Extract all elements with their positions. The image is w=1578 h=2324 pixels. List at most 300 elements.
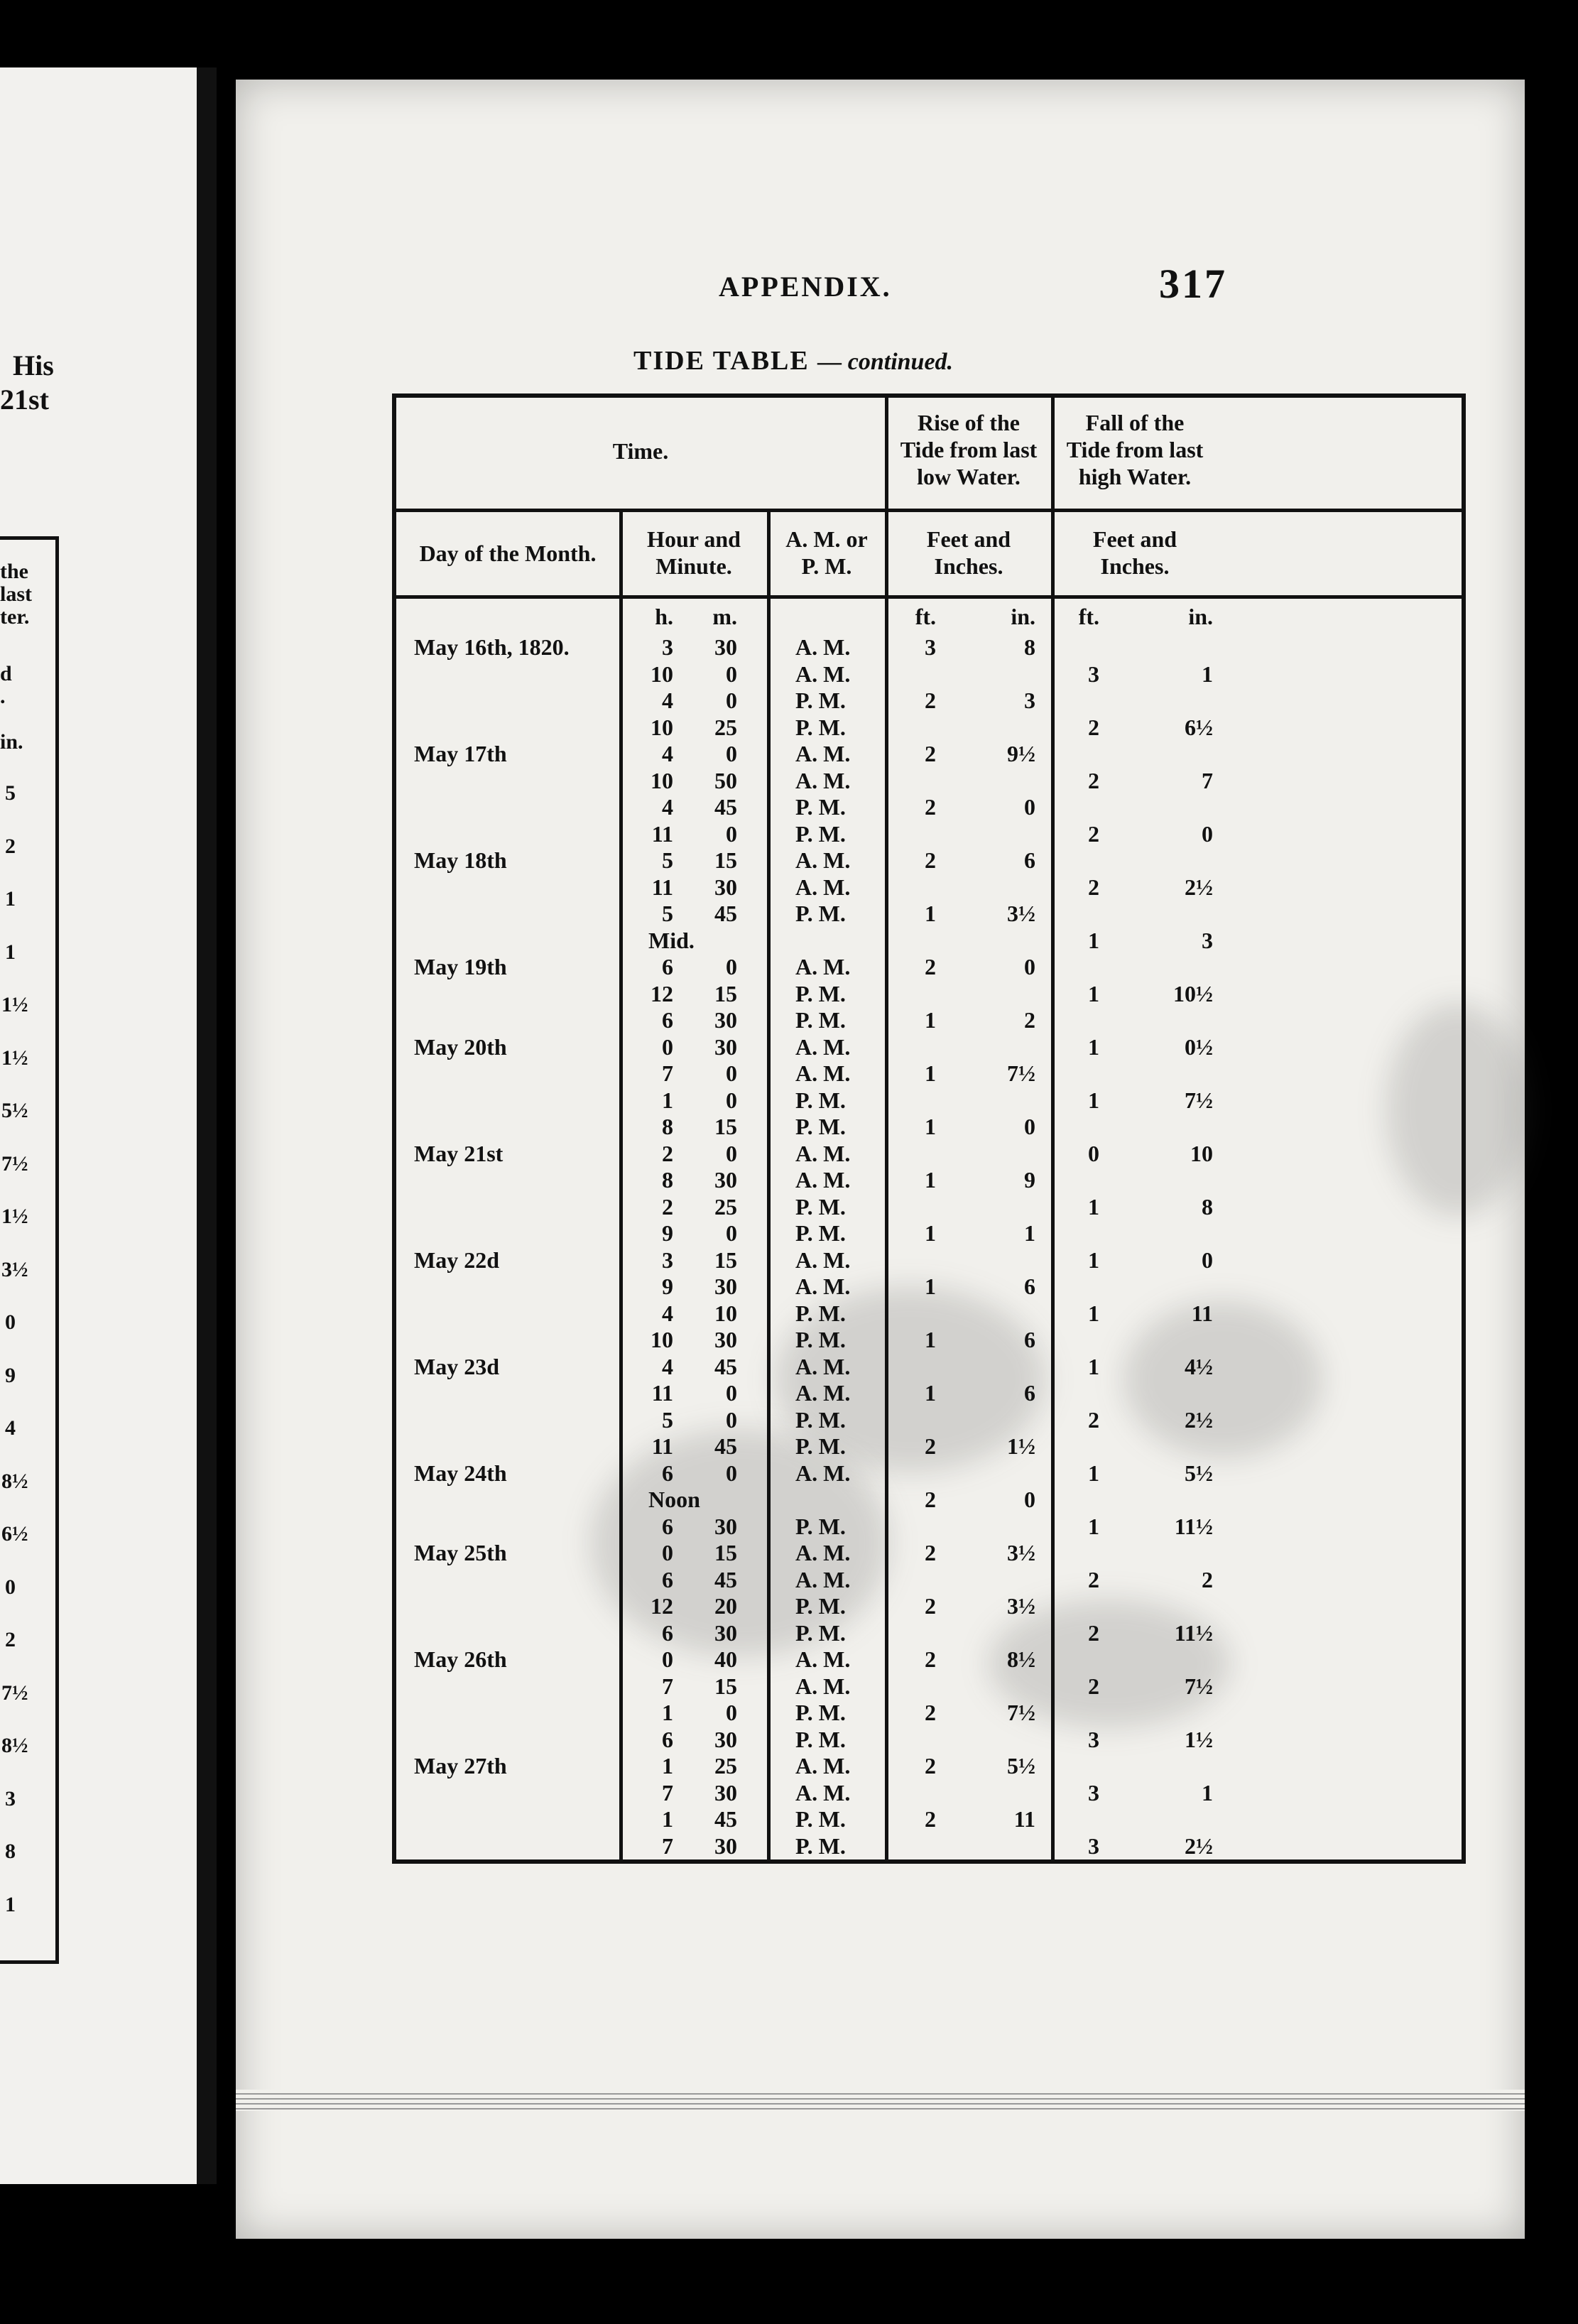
fall-feet-cell: 2 <box>1088 1673 1099 1699</box>
fall-feet-cell: 1 <box>1088 1193 1099 1220</box>
table-row <box>396 1753 1462 1779</box>
rise-header-line: Tide from last <box>900 437 1038 462</box>
am-pm-cell: P. M. <box>795 1193 846 1220</box>
hour-cell: 6 <box>662 1007 673 1033</box>
am-pm-cell: P. M. <box>795 1806 846 1832</box>
minute-cell: 0 <box>726 1140 737 1166</box>
fall-feet-cell: 2 <box>1088 1406 1099 1433</box>
rise-feet-cell: 2 <box>925 1433 936 1459</box>
minute-cell: 25 <box>714 1753 737 1779</box>
fall-inches-cell: 11½ <box>1174 1619 1213 1646</box>
table-row <box>396 634 1462 661</box>
table-row <box>396 1460 1462 1487</box>
hour-cell: 10 <box>651 767 673 793</box>
table-row <box>396 715 1462 741</box>
am-pm-cell: A. M. <box>795 1380 851 1406</box>
am-pm-cell: P. M. <box>795 714 846 740</box>
fall-feet-cell: 2 <box>1088 820 1099 847</box>
table-row <box>396 1087 1462 1114</box>
facing-page-text: His <box>13 349 54 381</box>
minute-cell: 45 <box>714 1353 737 1379</box>
rise-inches-cell: 1 <box>1024 1220 1035 1246</box>
fall-inches-cell: 11½ <box>1174 1513 1213 1539</box>
am-pm-cell: P. M. <box>795 1700 846 1725</box>
hour-cell: 6 <box>662 1566 673 1592</box>
facing-table-header: . <box>0 685 6 708</box>
rise-inches-cell: 8 <box>1024 634 1035 660</box>
am-pm-cell: A. M. <box>795 1566 851 1592</box>
facing-page <box>0 67 217 2184</box>
facing-table-value: 2 <box>5 1628 16 1651</box>
tide-table <box>392 393 1466 1864</box>
minute-cell: 45 <box>714 794 737 820</box>
table-row <box>396 1301 1462 1327</box>
hour-cell: 3 <box>662 634 673 660</box>
hour-cell: 1 <box>662 1753 673 1779</box>
facing-table-value: 1½ <box>1 1205 28 1228</box>
hour-cell: 11 <box>651 874 673 900</box>
page-number: 317 <box>1159 261 1227 307</box>
hour-header <box>621 526 767 580</box>
unit-row <box>396 604 1462 630</box>
fall-feet-cell: 2 <box>1088 874 1099 900</box>
minute-cell: 0 <box>726 741 737 766</box>
hour-cell: 9 <box>662 1274 673 1299</box>
mid-noon-cell: Mid. <box>648 927 695 953</box>
hour-cell: 2 <box>662 1140 673 1166</box>
hour-cell: 7 <box>662 1779 673 1806</box>
minute-cell: 30 <box>714 1619 737 1646</box>
table-row <box>396 1354 1462 1380</box>
hour-cell: 12 <box>651 980 673 1006</box>
minute-cell: 20 <box>714 1593 737 1619</box>
minute-cell: 15 <box>714 1540 737 1565</box>
table-title-text: TIDE TABLE <box>633 346 810 376</box>
facing-table-value: 3 <box>5 1786 16 1810</box>
fall-inches-cell: 1½ <box>1185 1726 1213 1752</box>
am-pm-cell: A. M. <box>795 1779 851 1806</box>
fall-feet-cell: 2 <box>1088 1619 1099 1646</box>
rise-inches-cell: 3½ <box>1007 1540 1035 1565</box>
day-cell: May 25th <box>414 1540 507 1565</box>
hour-cell: 9 <box>662 1220 673 1246</box>
header-rule <box>396 595 1462 599</box>
am-pm-cell: A. M. <box>795 847 851 873</box>
facing-table-value: 2 <box>5 834 16 858</box>
table-row <box>396 1727 1462 1753</box>
day-cell: May 16th, 1820. <box>414 634 570 660</box>
rise-inches-cell: 0 <box>1024 1487 1035 1512</box>
rise-inches-cell: 0 <box>1024 794 1035 820</box>
hour-cell: 4 <box>662 741 673 766</box>
facing-table-value: 0 <box>5 1575 16 1599</box>
table-row <box>396 1514 1462 1540</box>
am-pm-cell: A. M. <box>795 1140 851 1166</box>
facing-table-header: ter. <box>0 605 30 629</box>
table-row <box>396 1034 1462 1060</box>
rise-inches-cell: 7½ <box>1007 1700 1035 1725</box>
minute-cell: 0 <box>726 820 737 847</box>
rise-feet-cell: 1 <box>925 1167 936 1193</box>
rise-inches-cell: 0 <box>1024 1114 1035 1139</box>
header-rule <box>885 509 1462 512</box>
hour-cell: 11 <box>651 820 673 847</box>
facing-table-value: 8½ <box>1 1734 28 1757</box>
rise-inches-cell: 6 <box>1024 847 1035 873</box>
fall-inches-cell: 11 <box>1191 1300 1213 1326</box>
rise-inches-cell: 6 <box>1024 1327 1035 1352</box>
am-pm-cell: P. M. <box>795 1087 846 1113</box>
rise-header <box>886 409 1051 490</box>
table-row <box>396 847 1462 874</box>
table-row <box>396 768 1462 794</box>
minute-cell: 10 <box>714 1300 737 1326</box>
minute-cell: 15 <box>714 980 737 1006</box>
hour-header-line: Hour and <box>647 526 741 552</box>
am-pm-cell: A. M. <box>795 1247 851 1273</box>
facing-table-value: 1 <box>5 887 16 911</box>
am-pm-cell: A. M. <box>795 1353 851 1379</box>
rise-feet-cell: 1 <box>925 1060 936 1086</box>
rise-feet-cell: 2 <box>925 1487 936 1512</box>
facing-table-value: 0 <box>5 1310 16 1334</box>
ampm-header-line: P. M. <box>801 553 852 579</box>
am-pm-cell: P. M. <box>795 794 846 820</box>
am-pm-cell: P. M. <box>795 1832 846 1859</box>
table-row <box>396 1220 1462 1247</box>
running-head-title: APPENDIX. <box>719 271 892 303</box>
minute-cell: 30 <box>714 1779 737 1806</box>
table-row <box>396 1247 1462 1274</box>
fall-feet-cell: 2 <box>1088 714 1099 740</box>
table-row <box>396 954 1462 980</box>
table-row <box>396 1646 1462 1673</box>
fall-inches-cell: 3 <box>1202 927 1213 953</box>
table-row <box>396 1567 1462 1593</box>
table-row <box>396 1620 1462 1646</box>
am-pm-cell: A. M. <box>795 1060 851 1086</box>
minute-cell: 0 <box>726 1700 737 1725</box>
fall-header-line: Tide from last <box>1066 437 1204 462</box>
facing-table-value: 5½ <box>1 1099 28 1122</box>
minute-cell: 0 <box>726 1087 737 1113</box>
unit-m: m. <box>712 604 737 629</box>
minute-cell: 45 <box>714 901 737 926</box>
table-title <box>633 345 953 376</box>
facing-table-value: 7½ <box>1 1151 28 1175</box>
minute-cell: 30 <box>714 1726 737 1752</box>
minute-cell: 0 <box>726 1220 737 1246</box>
facing-table-value: 1 <box>5 940 16 964</box>
minute-cell: 40 <box>714 1646 737 1672</box>
fall-inches-cell: 6½ <box>1185 714 1213 740</box>
am-pm-cell: A. M. <box>795 1540 851 1565</box>
table-row <box>396 1487 1462 1513</box>
am-pm-cell: P. M. <box>795 1007 846 1033</box>
facing-table-value: 5 <box>5 781 16 805</box>
fall-inches-cell: 7 <box>1202 767 1213 793</box>
fall-inches-cell: 10 <box>1190 1140 1213 1166</box>
day-cell: May 24th <box>414 1460 507 1486</box>
table-row <box>396 901 1462 927</box>
day-cell: May 27th <box>414 1753 507 1779</box>
table-row <box>396 1060 1462 1087</box>
unit-fall-ft: ft. <box>1078 604 1099 629</box>
rise-feet-cell: 2 <box>925 1753 936 1779</box>
hour-cell: 7 <box>662 1060 673 1086</box>
hour-cell: 10 <box>651 714 673 740</box>
am-pm-cell: A. M. <box>795 1033 851 1060</box>
hour-cell: 12 <box>651 1593 673 1619</box>
minute-cell: 30 <box>714 1007 737 1033</box>
table-row <box>396 1540 1462 1566</box>
fall-inches-cell: 2½ <box>1185 1832 1213 1859</box>
day-header: Day of the Month. <box>419 541 597 566</box>
table-row <box>396 688 1462 714</box>
hour-cell: 4 <box>662 1353 673 1379</box>
hour-cell: 1 <box>662 1806 673 1832</box>
fall-feet-cell: 1 <box>1088 980 1099 1006</box>
ampm-header <box>768 526 885 580</box>
table-row <box>396 1780 1462 1806</box>
table-row <box>396 874 1462 901</box>
fall-header-line: Fall of the <box>1085 410 1185 435</box>
rise-inches-cell: 3½ <box>1007 1593 1035 1619</box>
fall-inches-cell: 2½ <box>1185 874 1213 900</box>
rise-inches-cell: 9 <box>1024 1167 1035 1193</box>
table-row <box>396 1833 1462 1859</box>
time-header: Time. <box>612 438 669 464</box>
rise-inches-cell: 6 <box>1024 1380 1035 1406</box>
am-pm-cell: A. M. <box>795 954 851 979</box>
rise-feet-cell: 2 <box>925 794 936 820</box>
rise-feet-cell: 2 <box>925 1806 936 1832</box>
am-pm-cell: P. M. <box>795 1300 846 1326</box>
hour-cell: 8 <box>662 1167 673 1193</box>
rise-feet-cell: 1 <box>925 1274 936 1299</box>
rise-units-line: Inches. <box>934 553 1003 579</box>
rise-inches-cell: 0 <box>1024 954 1035 979</box>
fall-inches-cell: 5½ <box>1185 1460 1213 1486</box>
hour-cell: 10 <box>651 661 673 687</box>
am-pm-cell: A. M. <box>795 1646 851 1672</box>
table-row <box>396 1007 1462 1033</box>
facing-table-value: 1½ <box>1 993 28 1016</box>
rise-inches-cell: 5½ <box>1007 1753 1035 1779</box>
table-row <box>396 1114 1462 1140</box>
rise-inches-cell: 9½ <box>1007 741 1035 766</box>
minute-cell: 50 <box>714 767 737 793</box>
rise-units-line: Feet and <box>926 526 1011 552</box>
hour-cell: 0 <box>662 1646 673 1672</box>
table-row <box>396 981 1462 1007</box>
fall-feet-cell: 3 <box>1088 1779 1099 1806</box>
fall-feet-cell: 1 <box>1088 1033 1099 1060</box>
day-cell: May 22d <box>414 1247 499 1273</box>
hour-cell: 2 <box>662 1193 673 1220</box>
minute-cell: 0 <box>726 1460 737 1486</box>
fall-inches-cell: 7½ <box>1185 1673 1213 1699</box>
hour-cell: 4 <box>662 794 673 820</box>
am-pm-cell: A. M. <box>795 1753 851 1779</box>
facing-table-value: 9 <box>5 1363 16 1387</box>
table-row <box>396 1274 1462 1300</box>
day-cell: May 17th <box>414 741 507 766</box>
am-pm-cell: P. M. <box>795 1406 846 1433</box>
fall-inches-cell: 0 <box>1202 820 1213 847</box>
minute-cell: 30 <box>714 1274 737 1299</box>
minute-cell: 30 <box>714 874 737 900</box>
table-row <box>396 1806 1462 1832</box>
minute-cell: 30 <box>714 1327 737 1352</box>
rise-feet-cell: 2 <box>925 1593 936 1619</box>
day-cell: May 19th <box>414 954 507 979</box>
hour-cell: 11 <box>651 1380 673 1406</box>
hour-cell: 5 <box>662 847 673 873</box>
fall-header <box>1052 409 1217 490</box>
minute-cell: 0 <box>726 1060 737 1086</box>
fall-header-line: high Water. <box>1078 464 1192 489</box>
am-pm-cell: P. M. <box>795 1726 846 1752</box>
fall-feet-cell: 1 <box>1088 1247 1099 1273</box>
minute-cell: 30 <box>714 1832 737 1859</box>
facing-table-value: 3½ <box>1 1257 28 1281</box>
hour-cell: 10 <box>651 1327 673 1352</box>
rise-inches-cell: 1½ <box>1007 1433 1035 1459</box>
fall-inches-cell: 0½ <box>1185 1033 1213 1060</box>
hour-cell: 3 <box>662 1247 673 1273</box>
rise-inches-cell: 3 <box>1024 688 1035 713</box>
rise-inches-cell: 6 <box>1024 1274 1035 1299</box>
table-row <box>396 1593 1462 1619</box>
rise-inches-cell: 8½ <box>1007 1646 1035 1672</box>
facing-table-value: 1 <box>5 1892 16 1916</box>
rise-feet-cell: 1 <box>925 1327 936 1352</box>
mid-noon-cell: Noon <box>648 1487 700 1512</box>
table-row <box>396 1167 1462 1193</box>
am-pm-cell: P. M. <box>795 1593 846 1619</box>
rise-inches-cell: 2 <box>1024 1007 1035 1033</box>
day-cell: May 26th <box>414 1646 507 1672</box>
rise-inches-cell: 11 <box>1013 1806 1035 1832</box>
rise-feet-cell: 3 <box>925 634 936 660</box>
rise-feet-cell: 1 <box>925 901 936 926</box>
am-pm-cell: A. M. <box>795 1673 851 1699</box>
minute-cell: 15 <box>714 847 737 873</box>
am-pm-cell: P. M. <box>795 1114 846 1139</box>
am-pm-cell: A. M. <box>795 1460 851 1486</box>
fall-inches-cell: 2 <box>1202 1566 1213 1592</box>
fall-units-header <box>1052 526 1217 580</box>
rise-feet-cell: 1 <box>925 1114 936 1139</box>
day-cell: May 20th <box>414 1033 507 1060</box>
minute-cell: 0 <box>726 661 737 687</box>
table-row <box>396 1700 1462 1726</box>
hour-cell: 5 <box>662 1406 673 1433</box>
minute-cell: 45 <box>714 1806 737 1832</box>
table-row <box>396 928 1462 954</box>
am-pm-cell: A. M. <box>795 741 851 766</box>
facing-table-value: 6½ <box>1 1522 28 1546</box>
rise-feet-cell: 2 <box>925 688 936 713</box>
facing-table-value: 4 <box>5 1416 16 1440</box>
fall-feet-cell: 1 <box>1088 1513 1099 1539</box>
minute-cell: 25 <box>714 714 737 740</box>
rise-feet-cell: 2 <box>925 954 936 979</box>
minute-cell: 15 <box>714 1114 737 1139</box>
hour-cell: 6 <box>662 1513 673 1539</box>
minute-cell: 15 <box>714 1673 737 1699</box>
minute-cell: 0 <box>726 954 737 979</box>
book-page <box>236 80 1525 2239</box>
fall-inches-cell: 1 <box>1202 1779 1213 1806</box>
rise-feet-cell: 1 <box>925 1220 936 1246</box>
am-pm-cell: A. M. <box>795 1167 851 1193</box>
unit-rise-ft: ft. <box>915 604 936 629</box>
hour-cell: 1 <box>662 1700 673 1725</box>
table-row <box>396 1141 1462 1167</box>
am-pm-cell: A. M. <box>795 661 851 687</box>
fall-units-line: Inches. <box>1100 553 1170 579</box>
facing-page-text: 21st <box>0 384 49 416</box>
table-row <box>396 1407 1462 1433</box>
hour-cell: 6 <box>662 1460 673 1486</box>
table-title-suffix: — continued. <box>817 349 954 375</box>
rise-header-line: low Water. <box>917 464 1021 489</box>
table-row <box>396 1673 1462 1700</box>
minute-cell: 30 <box>714 1167 737 1193</box>
rise-feet-cell: 2 <box>925 1540 936 1565</box>
facing-table-value: 7½ <box>1 1680 28 1705</box>
facing-table-header: last <box>0 582 32 606</box>
minute-cell: 30 <box>714 1033 737 1060</box>
minute-cell: 0 <box>726 1406 737 1433</box>
am-pm-cell: P. M. <box>795 1513 846 1539</box>
minute-cell: 30 <box>714 1513 737 1539</box>
facing-table-header: the <box>0 560 28 583</box>
table-row <box>396 1194 1462 1220</box>
fall-units-line: Feet and <box>1092 526 1177 552</box>
table-row <box>396 741 1462 767</box>
fall-feet-cell: 1 <box>1088 1353 1099 1379</box>
table-row <box>396 1380 1462 1406</box>
minute-cell: 30 <box>714 634 737 660</box>
hour-cell: 6 <box>662 1726 673 1752</box>
fall-inches-cell: 1 <box>1202 661 1213 687</box>
fall-inches-cell: 8 <box>1202 1193 1213 1220</box>
hour-cell: 0 <box>662 1033 673 1060</box>
fall-feet-cell: 2 <box>1088 767 1099 793</box>
rise-feet-cell: 2 <box>925 1646 936 1672</box>
minute-cell: 0 <box>726 1380 737 1406</box>
hour-header-line: Minute. <box>655 553 732 579</box>
table-row <box>396 1327 1462 1353</box>
rise-feet-cell: 2 <box>925 847 936 873</box>
rise-inches-cell: 7½ <box>1007 1060 1035 1086</box>
fall-inches-cell: 10½ <box>1173 980 1213 1006</box>
am-pm-cell: P. M. <box>795 1220 846 1246</box>
facing-table-value: 1½ <box>1 1046 28 1070</box>
fall-feet-cell: 3 <box>1088 661 1099 687</box>
hour-cell: 6 <box>662 1619 673 1646</box>
am-pm-cell: P. M. <box>795 1327 846 1352</box>
facing-table-unit: in. <box>0 730 23 754</box>
hour-cell: 5 <box>662 901 673 926</box>
minute-cell: 0 <box>726 688 737 713</box>
fall-inches-cell: 4½ <box>1185 1353 1213 1379</box>
minute-cell: 45 <box>714 1566 737 1592</box>
unit-rise-in: in. <box>1011 604 1035 629</box>
